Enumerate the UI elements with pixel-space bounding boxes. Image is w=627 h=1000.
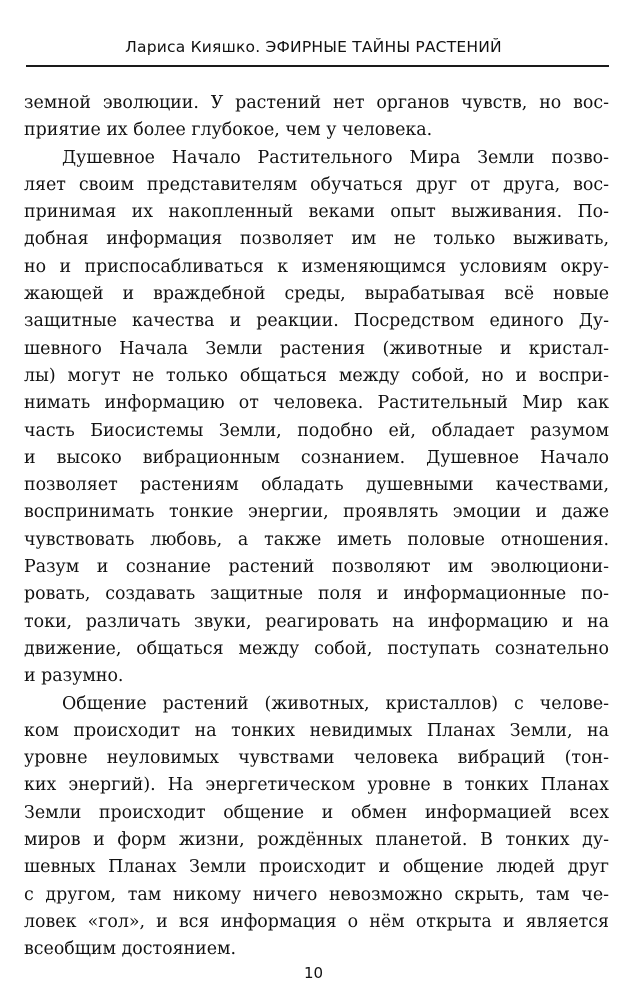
text-line: с другом, там никому ничего невозможно скрыть, там че- bbox=[24, 884, 609, 905]
text-line: ловек «гол», и вся информация о нём открыта и является bbox=[24, 911, 609, 932]
page-body bbox=[24, 90, 609, 964]
paragraph bbox=[24, 691, 609, 964]
text-line: шевных Планах Земли происходит и общение людей друг bbox=[24, 857, 609, 878]
text-line: принимая их накопленный веками опыт выживания. По- bbox=[24, 202, 609, 223]
header-rule bbox=[26, 65, 609, 67]
text-line: Разум и сознание растений позволяют им эволюциони- bbox=[24, 557, 609, 578]
paragraph bbox=[24, 90, 609, 145]
text-line: всеобщим достоянием. bbox=[24, 939, 237, 960]
running-header: Лариса Кияшко. ЭФИРНЫЕ ТАЙНЫ РАСТЕНИЙ bbox=[125, 38, 502, 56]
text-line: но и приспосабливаться к изменяющимся условиям окру- bbox=[24, 256, 609, 277]
text-line: добная информация позволяет им не только выживать, bbox=[24, 229, 609, 250]
text-line: Земли происходит общение и обмен информацией всех bbox=[24, 802, 609, 823]
text-line: Душевное Начало Растительного Мира Земли позво- bbox=[62, 147, 609, 168]
text-line: ком происходит на тонких невидимых Планах Земли, на bbox=[24, 720, 609, 741]
text-line: нимать информацию от человека. Растительный Мир как bbox=[24, 393, 609, 414]
text-line: лы) могут не только общаться между собой, но и воспри- bbox=[24, 365, 609, 386]
text-line: жающей и враждебной среды, вырабатывая всё новые bbox=[24, 284, 609, 305]
text-line: токи, различать звуки, реагировать на информацию и на bbox=[24, 611, 609, 632]
text-line: Общение растений (животных, кристаллов) с челове- bbox=[62, 693, 609, 714]
text-line: приятие их более глубокое, чем у человека. bbox=[24, 120, 433, 141]
page-number: 10 bbox=[303, 964, 324, 982]
text-line: часть Биосистемы Земли, подобно ей, обладает разумом bbox=[24, 420, 609, 441]
text-line: миров и форм жизни, рождённых планетой. В тонких ду- bbox=[24, 830, 609, 851]
text-line: уровне неуловимых чувствами человека вибраций (тон- bbox=[24, 748, 609, 769]
text-line: и высоко вибрационным сознанием. Душевное Начало bbox=[24, 447, 609, 468]
paragraph bbox=[24, 145, 609, 691]
text-line: защитные качества и реакции. Посредством единого Ду- bbox=[24, 311, 609, 332]
text-line: чувствовать любовь, а также иметь половые отношения. bbox=[24, 529, 609, 550]
text-line: ких энергий). На энергетическом уровне в тонких Планах bbox=[24, 775, 609, 796]
text-line: позволяет растениям обладать душевными качествами, bbox=[24, 475, 609, 496]
text-line: и разумно. bbox=[24, 666, 124, 687]
text-line: шевного Начала Земли растения (животные и кристал- bbox=[24, 338, 609, 359]
text-line: воспринимать тонкие энергии, проявлять эмоции и даже bbox=[24, 502, 609, 523]
text-line: земной эволюции. У растений нет органов чувств, но вос- bbox=[24, 93, 609, 113]
text-line: ляет своим представителям обучаться друг от друга, вос- bbox=[24, 174, 609, 195]
text-line: движение, общаться между собой, поступать сознательно bbox=[24, 638, 609, 659]
text-line: ровать, создавать защитные поля и информационные по- bbox=[24, 584, 609, 605]
